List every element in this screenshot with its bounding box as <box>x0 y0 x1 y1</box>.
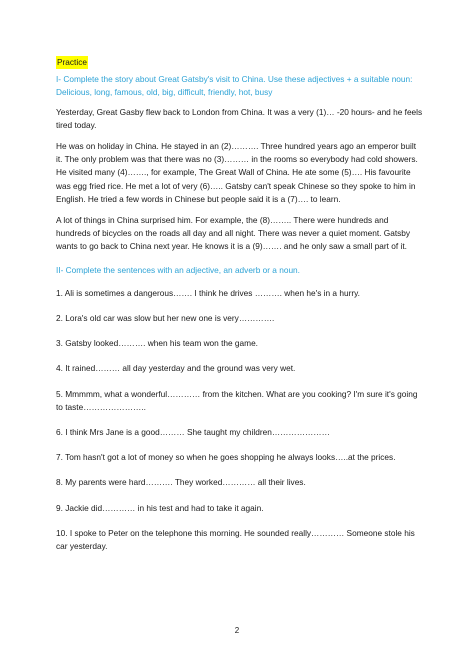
practice-label-row <box>56 56 424 73</box>
page-content <box>56 56 424 565</box>
section1-heading: I- Complete the story about Great Gatsby's visit to China. Use these adjectives + a suitable noun: Delicious, long, famous, old, big, difficult, friendly, hot, busy <box>56 74 413 98</box>
exercise-sentence: 1. Ali is sometimes a dangerous……. I think he drives ………. when he's in a hurry. <box>56 287 360 298</box>
story-paragraph: He was on holiday in China. He stayed in an (2)………. Three hundred years ago an emperor built it. The only problem was that there was no (3)……… in the rooms so everybody had cold showers. He visited many (4)……., for example, The Great Wall of China. He ate some (5)…. His favourite was egg fried rice. He met a lot of very (6)….. Gatsby can't speak Chinese so they spoke to him in English. He tried a few words in Chinese but people said it is a (7)…. to learn. <box>56 141 418 204</box>
exercise-sentence: 10. I spoke to Peter on the telephone this morning. He sounded really………… Someone stole his car yesterday. <box>56 527 415 552</box>
exercise-sentence: 4. It rained……… all day yesterday and the ground was very wet. <box>56 363 296 374</box>
exercise-sentence: 9. Jackie did………… in his test and had to take it again. <box>56 502 264 513</box>
exercise-sentence: 6. I think Mrs Jane is a good……… She taught my children………………… <box>56 427 330 438</box>
page-number: 2 <box>234 626 240 635</box>
section2-heading: II- Complete the sentences with an adjective, an adverb or a noun. <box>56 264 300 275</box>
exercise-sentence: 2. Lora's old car was slow but her new one is very…………. <box>56 313 275 324</box>
exercise-sentence: 3. Gatsby looked………. when his team won the game. <box>56 338 258 349</box>
exercise-sentence: 7. Tom hasn't got a lot of money so when he goes shopping he always looks…..at the prices. <box>56 452 396 463</box>
exercise-sentence: 8. My parents were hard………. They worked………… all their lives. <box>56 477 306 488</box>
story-paragraph: A lot of things in China surprised him. For example, the (8)…….. There were hundreds and hundreds of bicycles on the roads all day and all night. There was never a quiet moment. Gatsby wants to go back to China next year. He knows it is a (9)……. and he only saw a small part of it. <box>56 215 411 252</box>
story-paragraph: Yesterday, Great Gasby flew back to London from China. It was a very (1)… -20 hours- and he feels tired today. <box>56 106 423 130</box>
exercise-sentence: 5. Mmmmm, what a wonderful………… from the kitchen. What are you cooking? I'm sure it's going to taste………………….. <box>56 388 418 412</box>
practice-label: Practice <box>56 56 88 69</box>
